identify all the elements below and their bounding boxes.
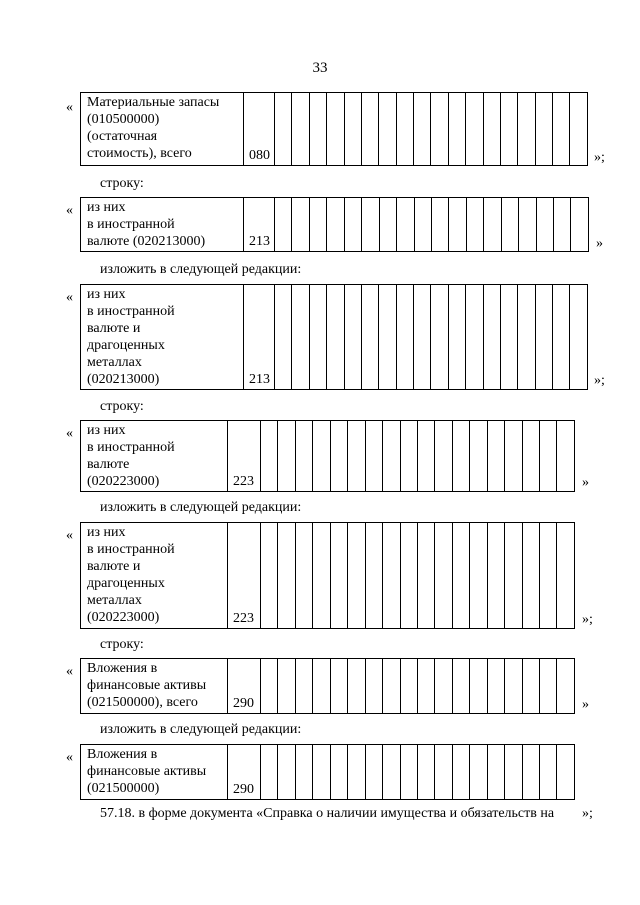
- row-code: 290: [228, 659, 261, 714]
- grid-cell: [522, 523, 539, 629]
- grid-cell: [501, 198, 518, 252]
- table-row: [81, 198, 589, 252]
- grid-cell: [487, 659, 504, 714]
- row-label-text: из них в иностранной валюте (020223000): [87, 423, 175, 489]
- grid-cell: [295, 745, 312, 800]
- caption-row: изложить в следующей редакции:: [100, 500, 302, 515]
- grid-cell: [557, 745, 575, 800]
- grid-cell: [313, 523, 330, 629]
- grid-cell: [431, 198, 448, 252]
- table-row: [81, 659, 575, 714]
- form-table-3: [80, 284, 588, 390]
- grid-cell: [505, 421, 522, 492]
- grid-cell: [327, 198, 344, 252]
- grid-cell: [435, 523, 452, 629]
- grid-cell: [414, 285, 431, 390]
- grid-cell: [535, 285, 552, 390]
- grid-cell: [379, 285, 396, 390]
- grid-cell: [327, 93, 344, 166]
- row-code: 290: [228, 745, 261, 800]
- grid-cell: [362, 198, 379, 252]
- grid-cell: [448, 93, 465, 166]
- grid-cell: [500, 285, 517, 390]
- grid-cell: [452, 659, 469, 714]
- grid-cell: [470, 745, 487, 800]
- grid-cell: [361, 93, 378, 166]
- grid-cell: [278, 659, 295, 714]
- grid-cell: [417, 421, 434, 492]
- grid-cell: [396, 285, 413, 390]
- close-quote: »;: [594, 150, 605, 165]
- grid-cell: [449, 198, 466, 252]
- grid-cell: [571, 198, 589, 252]
- row-label: [81, 285, 244, 390]
- open-quote: «: [66, 664, 73, 679]
- grid-cell: [275, 93, 292, 166]
- grid-cell: [540, 659, 557, 714]
- grid-cell: [365, 421, 382, 492]
- grid-cell: [344, 93, 361, 166]
- grid-cell: [431, 93, 448, 166]
- grid-cell: [379, 93, 396, 166]
- row-label: [81, 745, 228, 800]
- grid-cell: [365, 523, 382, 629]
- grid-cell: [383, 421, 400, 492]
- grid-cell: [535, 93, 552, 166]
- grid-cell: [327, 285, 344, 390]
- row-label: [81, 523, 228, 629]
- grid-cell: [570, 285, 588, 390]
- grid-cell: [484, 198, 501, 252]
- close-quote: »;: [582, 806, 593, 821]
- grid-cell: [292, 93, 309, 166]
- grid-cell: [344, 198, 361, 252]
- grid-cell: [309, 93, 326, 166]
- grid-cell: [261, 745, 278, 800]
- grid-cell: [278, 421, 295, 492]
- grid-cell: [557, 421, 575, 492]
- close-quote: »;: [582, 612, 593, 627]
- table-row: [81, 523, 575, 629]
- open-quote: «: [66, 528, 73, 543]
- grid-cell: [414, 93, 431, 166]
- grid-cell: [435, 659, 452, 714]
- table-row: [81, 285, 588, 390]
- grid-cell: [452, 421, 469, 492]
- form-table-2: [80, 197, 589, 252]
- grid-cell: [466, 198, 483, 252]
- grid-cell: [448, 285, 465, 390]
- grid-cell: [295, 523, 312, 629]
- row-code: 080: [244, 93, 275, 166]
- grid-cell: [570, 93, 588, 166]
- grid-cell: [505, 745, 522, 800]
- grid-cell: [261, 659, 278, 714]
- grid-cell: [313, 421, 330, 492]
- grid-cell: [518, 93, 535, 166]
- grid-cell: [330, 421, 347, 492]
- grid-cell: [383, 659, 400, 714]
- grid-cell: [414, 198, 431, 252]
- close-quote: »: [582, 697, 589, 712]
- grid-cell: [309, 285, 326, 390]
- grid-cell: [292, 198, 309, 252]
- grid-cell: [553, 93, 570, 166]
- grid-cell: [470, 659, 487, 714]
- caption-row: строку:: [100, 176, 144, 191]
- caption-row: строку:: [100, 637, 144, 652]
- row-label: [81, 198, 244, 252]
- grid-cell: [396, 93, 413, 166]
- row-label-text: Вложения в финансовые активы (021500000), всего: [87, 661, 207, 710]
- caption-row: изложить в следующей редакции:: [100, 722, 302, 737]
- grid-cell: [435, 745, 452, 800]
- grid-cell: [348, 523, 365, 629]
- grid-cell: [275, 285, 292, 390]
- grid-cell: [275, 198, 292, 252]
- grid-cell: [518, 285, 535, 390]
- grid-cell: [292, 285, 309, 390]
- grid-cell: [522, 659, 539, 714]
- open-quote: «: [66, 290, 73, 305]
- grid-cell: [505, 659, 522, 714]
- form-table-4: [80, 420, 575, 492]
- grid-cell: [519, 198, 536, 252]
- grid-cell: [397, 198, 414, 252]
- paragraph-text: 57.18. в форме документа «Справка о наличии имущества и обязательств на: [100, 806, 555, 821]
- close-quote: »: [596, 236, 603, 251]
- open-quote: «: [66, 750, 73, 765]
- grid-cell: [553, 285, 570, 390]
- caption-row: строку:: [100, 399, 144, 414]
- grid-cell: [435, 421, 452, 492]
- grid-cell: [466, 93, 483, 166]
- grid-cell: [361, 285, 378, 390]
- table-row: [81, 745, 575, 800]
- grid-cell: [554, 198, 571, 252]
- grid-cell: [344, 285, 361, 390]
- grid-cell: [400, 523, 417, 629]
- grid-cell: [309, 198, 326, 252]
- close-quote: »: [582, 475, 589, 490]
- grid-cell: [295, 421, 312, 492]
- grid-cell: [522, 745, 539, 800]
- grid-cell: [348, 421, 365, 492]
- page-number: 33: [312, 60, 328, 76]
- open-quote: «: [66, 426, 73, 441]
- grid-cell: [383, 523, 400, 629]
- grid-cell: [483, 93, 500, 166]
- grid-cell: [278, 745, 295, 800]
- grid-cell: [452, 523, 469, 629]
- grid-cell: [400, 421, 417, 492]
- row-code: 213: [244, 285, 275, 390]
- table-row: [81, 93, 588, 166]
- grid-cell: [379, 198, 396, 252]
- grid-cell: [470, 523, 487, 629]
- grid-cell: [417, 659, 434, 714]
- table-row: [81, 421, 575, 492]
- row-label-text: из них в иностранной валюте (020213000): [87, 200, 206, 249]
- row-label-text: Материальные запасы (010500000) (остаточная стоимость), всего: [87, 95, 220, 161]
- grid-cell: [348, 659, 365, 714]
- row-label-text: Вложения в финансовые активы (021500000): [87, 747, 207, 796]
- grid-cell: [348, 745, 365, 800]
- row-label: [81, 93, 244, 166]
- grid-cell: [417, 523, 434, 629]
- form-table-6: [80, 658, 575, 714]
- grid-cell: [487, 745, 504, 800]
- grid-cell: [536, 198, 553, 252]
- grid-cell: [313, 659, 330, 714]
- row-label-text: из них в иностранной валюте и драгоценных металлах (020223000): [87, 525, 175, 625]
- grid-cell: [470, 421, 487, 492]
- row-label: [81, 659, 228, 714]
- caption-row: изложить в следующей редакции:: [100, 262, 302, 277]
- grid-cell: [522, 421, 539, 492]
- grid-cell: [483, 285, 500, 390]
- grid-cell: [330, 659, 347, 714]
- grid-cell: [383, 745, 400, 800]
- grid-cell: [540, 745, 557, 800]
- grid-cell: [400, 659, 417, 714]
- open-quote: «: [66, 100, 73, 115]
- grid-cell: [557, 659, 575, 714]
- form-table-5: [80, 522, 575, 629]
- grid-cell: [365, 659, 382, 714]
- row-code: 223: [228, 421, 261, 492]
- grid-cell: [487, 523, 504, 629]
- grid-cell: [466, 285, 483, 390]
- form-table-1: [80, 92, 588, 166]
- grid-cell: [261, 421, 278, 492]
- grid-cell: [295, 659, 312, 714]
- grid-cell: [505, 523, 522, 629]
- grid-cell: [431, 285, 448, 390]
- close-quote: »;: [594, 373, 605, 388]
- row-code: 213: [244, 198, 275, 252]
- grid-cell: [452, 745, 469, 800]
- grid-cell: [540, 523, 557, 629]
- grid-cell: [540, 421, 557, 492]
- form-table-7: [80, 744, 575, 800]
- row-label: [81, 421, 228, 492]
- grid-cell: [417, 745, 434, 800]
- grid-cell: [557, 523, 575, 629]
- grid-cell: [365, 745, 382, 800]
- grid-cell: [261, 523, 278, 629]
- grid-cell: [330, 745, 347, 800]
- row-label-text: из них в иностранной валюте и драгоценных металлах (020213000): [87, 287, 175, 387]
- open-quote: «: [66, 203, 73, 218]
- grid-cell: [313, 745, 330, 800]
- grid-cell: [278, 523, 295, 629]
- grid-cell: [487, 421, 504, 492]
- grid-cell: [500, 93, 517, 166]
- row-code: 223: [228, 523, 261, 629]
- grid-cell: [330, 523, 347, 629]
- grid-cell: [400, 745, 417, 800]
